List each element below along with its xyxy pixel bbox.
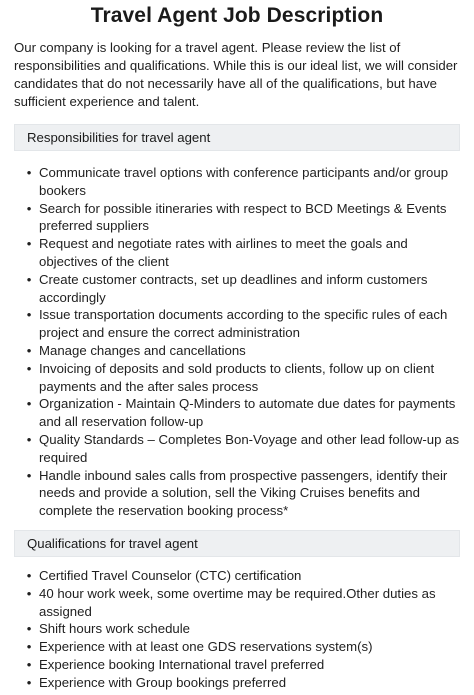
bullet-icon: • (26, 431, 32, 447)
intro-paragraph: Our company is looking for a travel agent. Please review the list of responsibilities and qualifications. While this is our ideal list, we will consider candidates that do not necessarily have all of the qualifications, but have sufficient experience and talent. (14, 40, 458, 109)
list-item (26, 467, 460, 520)
list-item-text: Experience booking International travel preferred (39, 656, 325, 672)
list-item (26, 638, 460, 656)
list-item (26, 567, 460, 585)
bullet-icon: • (26, 200, 32, 216)
list-item (26, 431, 460, 467)
list-item (26, 656, 460, 674)
list-item-text: Search for possible itineraries with respect to BCD Meetings & Events preferred suppliers (39, 200, 447, 234)
list-item-text: Experience with Group bookings preferred (39, 674, 287, 690)
list-item (26, 395, 460, 431)
bullet-icon: • (26, 165, 32, 180)
bullet-icon: • (26, 585, 32, 601)
list-item (26, 585, 460, 621)
responsibilities-list (14, 164, 460, 520)
list-item (26, 164, 460, 200)
qualifications-heading: Qualifications for travel agent (27, 535, 198, 551)
page-title: Travel Agent Job Description (90, 4, 384, 27)
list-item-text: Create customer contracts, set up deadlines and inform customers accordingly (39, 271, 428, 305)
bullet-icon: • (26, 342, 32, 358)
bullet-icon: • (26, 567, 32, 583)
bullet-icon: • (26, 656, 32, 672)
list-item-text: Quality Standards – Completes Bon-Voyage and other lead follow-up as required (39, 431, 460, 465)
list-item-text: Manage changes and cancellations (39, 342, 246, 358)
bullet-icon: • (26, 271, 32, 287)
list-item (26, 620, 460, 638)
bullet-icon: • (26, 307, 32, 323)
responsibilities-heading: Responsibilities for travel agent (27, 130, 211, 145)
list-item (26, 235, 460, 271)
list-item (26, 360, 460, 396)
bullet-icon: • (26, 621, 32, 637)
list-item (26, 342, 460, 360)
list-item-text: Organization - Maintain Q-Minders to automate due dates for payments and all reservation follow-up (39, 396, 456, 430)
list-item-text: Certified Travel Counselor (CTC) certification (39, 567, 302, 583)
list-item (26, 674, 460, 692)
list-item-text: Shift hours work schedule (39, 621, 190, 637)
bullet-icon: • (26, 396, 32, 412)
list-item (26, 271, 460, 307)
qualifications-header (14, 530, 460, 557)
bullet-icon: • (26, 467, 32, 483)
list-item-text: Invoicing of deposits and sold products to clients, follow up on client payments and the after sales process (39, 360, 435, 394)
bullet-icon: • (26, 674, 32, 690)
qualifications-list (14, 567, 460, 692)
responsibilities-header (14, 124, 460, 151)
bullet-icon: • (26, 360, 32, 376)
list-item-text: Request and negotiate rates with airlines to meet the goals and objectives of the client (39, 236, 408, 269)
list-item-text: Experience with at least one GDS reservations system(s) (39, 639, 373, 655)
list-item (26, 200, 460, 236)
list-item-text: Handle inbound sales calls from prospective passengers, identify their needs and provide a solution, sell the Viking Cruises benefits and complete the reservation booking process* (39, 467, 448, 519)
list-item-text: 40 hour work week, some overtime may be required.Other duties as assigned (39, 585, 436, 619)
list-item-text: Issue transportation documents according to the specific rules of each project and ensure the correct administration (39, 307, 448, 341)
list-item-text: Communicate travel options with conference participants and/or group bookers (39, 165, 449, 198)
bullet-icon: • (26, 639, 32, 655)
bullet-icon: • (26, 236, 32, 252)
list-item (26, 306, 460, 342)
